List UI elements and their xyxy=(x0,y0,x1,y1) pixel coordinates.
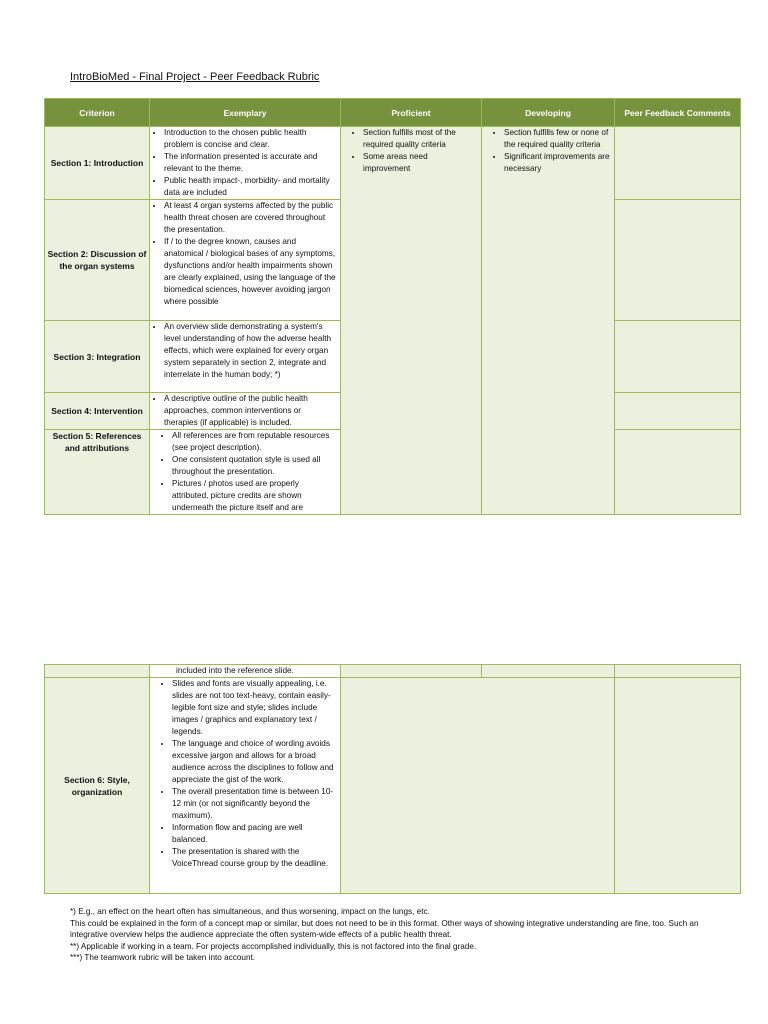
list-item: • If / to the degree known, causes and anatomical / biological bases of any symptoms, dysfunctions and/or health impairments shown are clearly explained, using the language of the biomedical sciences, however avoiding jargon where possible xyxy=(164,236,336,308)
list-item: • Section fulfills most of the required quality criteria xyxy=(363,127,477,151)
criterion-cell: Section 4: Intervention xyxy=(45,393,150,430)
list-item: • The information presented is accurate and relevant to the theme. xyxy=(164,151,336,175)
exemplary-cell xyxy=(150,430,341,515)
comments-cell[interactable] xyxy=(615,321,741,393)
comments-cell[interactable] xyxy=(615,678,741,894)
header-comments: Peer Feedback Comments xyxy=(615,99,741,127)
list-item: • At least 4 organ systems affected by the public health threat chosen are covered throughout the presentation. xyxy=(164,200,336,236)
criterion-cell: Section 2: Discussion of the organ systems xyxy=(45,200,150,321)
header-developing: Developing xyxy=(482,99,615,127)
comments-cell[interactable] xyxy=(615,200,741,321)
criterion-cell: Section 3: Integration xyxy=(45,321,150,393)
criterion-cell: Section 1: Introduction xyxy=(45,127,150,200)
list-item: • A descriptive outline of the public health approaches, common interventions or therapies (if applicable) is included. xyxy=(164,393,336,429)
list-item: • Slides and fonts are visually appealing, i.e. slides are not too text-heavy, contain easily-legible font size and style; slides include images / graphics and explanatory text / legends. xyxy=(172,678,336,738)
merged-cell xyxy=(341,678,615,894)
list-item: • An overview slide demonstrating a system's level understanding of how the adverse health effects, which were explained for every organ system separately in section 2, integrate and interrelate in the human body; *) xyxy=(164,321,336,381)
proficient-cell xyxy=(341,127,482,515)
footnote: ***) The teamwork rubric will be taken into account. xyxy=(70,953,256,962)
exemplary-cell: included into the reference slide. xyxy=(150,665,341,678)
list-item: • Significant improvements are necessary xyxy=(504,151,610,175)
footnote: *) E.g., an effect on the heart often has simultaneous, and thus worsening, impact on the lungs, etc. xyxy=(70,907,430,916)
list-item: • All references are from reputable resources (see project description). xyxy=(172,430,336,454)
exemplary-cell xyxy=(150,321,341,393)
comments-cell[interactable] xyxy=(615,393,741,430)
developing-cell xyxy=(482,127,615,515)
table-row xyxy=(45,665,741,678)
table-row xyxy=(45,678,741,894)
rubric-table xyxy=(44,98,741,515)
list-item: • Public health impact-, morbidity- and mortality data are included xyxy=(164,175,336,199)
table-row xyxy=(45,127,741,200)
document-title: IntroBioMed - Final Project - Peer Feedback Rubric xyxy=(70,71,320,83)
list-item: • Section fulfills few or none of the required quality criteria xyxy=(504,127,610,151)
criterion-cell xyxy=(45,665,150,678)
header-criterion: Criterion xyxy=(45,99,150,127)
list-item: • Pictures / photos used are properly attributed, picture credits are shown underneath the picture itself and are xyxy=(172,478,336,514)
rubric-table-continued xyxy=(44,664,741,894)
header-proficient: Proficient xyxy=(341,99,482,127)
comments-cell[interactable] xyxy=(615,665,741,678)
comments-cell[interactable] xyxy=(615,430,741,515)
footnotes xyxy=(70,906,710,964)
developing-cell xyxy=(482,665,615,678)
exemplary-cell xyxy=(150,393,341,430)
list-item: • The language and choice of wording avoids excessive jargon and allows for a broad audience across the disciplines to follow and appreciate the gist of the work. xyxy=(172,738,336,786)
header-exemplary: Exemplary xyxy=(150,99,341,127)
criterion-cell: Section 6: Style, organization xyxy=(45,678,150,894)
list-item: • The presentation is shared with the VoiceThread course group by the deadline. xyxy=(172,846,336,870)
list-item: • Information flow and pacing are well balanced. xyxy=(172,822,336,846)
list-item: • Some areas need improvement xyxy=(363,151,477,175)
exemplary-cell xyxy=(150,127,341,200)
list-item: • The overall presentation time is between 10-12 min (or not significantly beyond the maximum). xyxy=(172,786,336,822)
footnote: This could be explained in the form of a concept map or similar, but does not need to be in this format. Other ways of showing integrative understanding are fine, too. Such an integrative overview helps the audience appreciate the often system-wide effects of a public health threat. xyxy=(70,918,699,939)
comments-cell[interactable] xyxy=(615,127,741,200)
criterion-cell: Section 5: References and attributions xyxy=(45,430,150,515)
exemplary-cell xyxy=(150,678,341,894)
list-item: • Introduction to the chosen public health problem is concise and clear. xyxy=(164,127,336,151)
footnote: **) Applicable if working in a team. For projects accomplished individually, this is not factored into the final grade. xyxy=(70,941,477,951)
proficient-cell xyxy=(341,665,482,678)
header-row xyxy=(45,99,741,127)
exemplary-cell xyxy=(150,200,341,321)
list-item: • One consistent quotation style is used all throughout the presentation. xyxy=(172,454,336,478)
